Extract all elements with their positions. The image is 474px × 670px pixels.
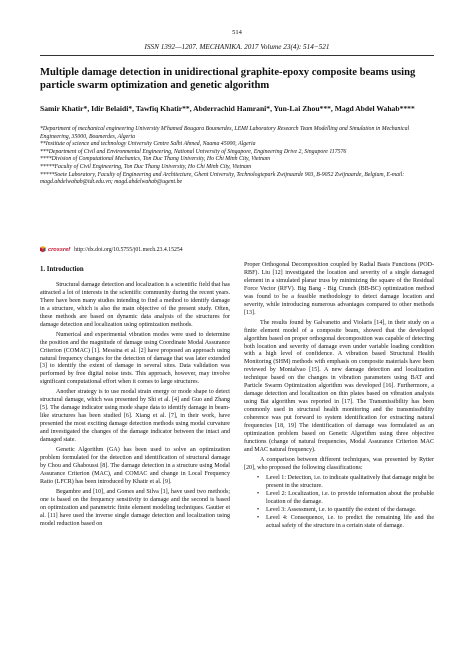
section-heading: 1. Introduction — [40, 266, 84, 273]
paper-title: Multiple damage detection in unidirectional graphite-epoxy composite beams using particle swarm optimization and genetic algorithm — [40, 67, 416, 91]
crossref-icon — [40, 246, 47, 253]
right-column — [244, 262, 434, 530]
affiliation-item: ***Department of Civil and Environmental Engineering, National University of Singapore, Engineering Drive 2, Singapore 117576 — [40, 148, 347, 155]
body-paragraph: Another strategy is to use modal strain energy or mode shape to detect structural damage, which was presented by Shi et al. [4] and Guo and Zhang [5]. The damage indicator using mode shape data to identify damage in beam-like structures has been studied [6]. Xiang et al. [7], in their work, have presented the most exciting damage detection methods using modal curvature and investigated the changes of the damage indicator between the intact and damaged state. — [40, 389, 230, 444]
body-paragraph: A comparison between different techniques, was presented by Rytter [20], who proposed the following classifications: — [244, 456, 434, 471]
body-paragraph: Proper Orthogonal Decomposition coupled by Radial Basis Functions (POD-RBF). Liu [12] investigated the location and severity of a single damaged element in a simulated planar truss by minimizing the square of the Residual Force Vector (RFV). Big Bang - Big Crunch (BB-BC) optimization method was found to be a feasible methodology to detect damage location and severity, while introducing numerous advantages compared to other methods [13]. — [244, 262, 434, 316]
list-item: • Level 1: Detection, i.e. to indicate qualitatively that damage might be present in the structure. — [266, 475, 434, 491]
list-item: • Level 3: Assessment, i.e. to quantify the extent of the damage. — [266, 507, 434, 515]
affiliation-item: **Institute of science and technology University Centre Salhi Ahmed, Naama 45000, Algeria — [40, 141, 256, 148]
classification-list — [244, 475, 434, 531]
crossref-label: crossref — [48, 246, 71, 253]
crossref-logo — [40, 246, 70, 253]
left-column — [40, 262, 230, 531]
list-item: • Level 2: Localization, i.e. to provide information about the probable location of the damage. — [266, 491, 434, 507]
affiliations — [40, 126, 434, 187]
author-list: Samir Khatir*, Idir Belaidi*, Tawfiq Khatir**, Abderrachid Hamrani*, Yun-Lai Zhou***, Magd Abdel Wahab**** — [40, 104, 415, 113]
affiliation-item: ****Division of Computational Mechanics, Ton Duc Thang University, Ho Chi Minh City, Vietnam — [40, 156, 271, 163]
doi-line — [40, 246, 434, 253]
body-paragraph: The results found by Galvanetto and Violaris [14], in their study on a finite element model of a composite beam, showed that the developed algorithm based on proper orthogonal decomposition was capable of detecting both location and severity of damage even under variable loading condition with a high level of confidence. A vibration based Structural Health Monitoring (SHM) methods with emphasis on composite materials have been reviewed by Montalvao [15]. A new damage detection and localization technique based on the changes in vibration parameters using BAT and Particle Swarm Optimization algorithm was developed [16]. Furthermore, a damage detection and localization on thin plates based on vibration analysis using Bat algorithm was reported in [17]. The Transmissibility has been commonly used in structural health monitoring and the transmissibility coherence was put forward to system identification for extracting natural frequencies [18, 19] The identification of damage was formulated as an optimization problem based on Genetic Algorithm using three objective functions (change of natural frequencies, Modal Assurance Criterion MAC and MAC natural frequency). — [244, 319, 434, 453]
doi-link[interactable]: http://dx.doi.org/10.5755/j01.mech.23.4.15254 — [74, 246, 183, 253]
body-paragraph: Begambre and [10], and Gomes and Silva [1], have used two methods; one is based on the frequency sensitivity to damage and the second is based on optimization and parametric finite element modeling techniques. Gautier et al. [11] have used the inverse single damage detection and localization using model reduction based on — [40, 488, 230, 527]
header-rule — [40, 55, 434, 56]
affiliation-item: *****Soete Laboratory, Faculty of Engineering and Architecture, Ghent University, Technologiepark Zwijnaarde 903, B-9052 Zwijnaarde, Belgium, E-mail: magd.abdelwahab@tdt.edu.vn; magd.abdelwahab@ugent.be — [40, 171, 405, 186]
body-paragraph: Structural damage detection and localization is a scientific field that has attracted a lot of interests in the scientific community during the recent years. There have been many studies intending to find a method to identify damage in a structure, which is also the main objective of the present study. Often, these methods are based on dynamic data analysis of the structures for damage detection and localization using optimization methods. — [40, 281, 230, 328]
affiliation-item: *Department of mechanical engineering University M'hamed Bougara Boumerdes, LEMI Laboratory Research Team Modelling and Simulation in Mechanical Engineering, 35000, Boumerdes, Algeria — [40, 126, 410, 140]
page-number: 514 — [232, 29, 242, 36]
journal-line: ISSN 1392—1207. MECHANIKA. 2017 Volume 23(4): 514−521 — [144, 43, 330, 51]
list-item: • Level 4: Consequence, i.e. to predict the remaining life and the actual safety of the structure in a certain state of damage. — [266, 515, 434, 531]
affiliation-item: *****Faculty of Civil Engineering, Ton Duc Thang University, Ho Chi Minh City, Vietnam — [40, 163, 252, 170]
body-paragraph: Numerical and experimental vibration modes were used to determine the position and the magnitude of damage using Coordinate Modal Assurance Criterion (COMAC) [1]. Messina et al. [2] have proposed an approach using natural frequency changes for the detection of damage that was later extended [3] to identify the extent of damage in several sites. Data validation was performed by free digital noise tests. This approach, however, may involve significant computational effort when it comes to large structures. — [40, 331, 230, 386]
body-paragraph: Genetic Algorithm (GA) has been used to solve an optimization problem formulated for the detection and identification of structural damage by Chou and Ghaboussi [8]. The damage detection in a structure using Modal Assurance Criterion (MAC), and COMAC and change in Local Frequency Ratio (LFCR) has been introduced by Khatir et al. [9]. — [40, 447, 230, 485]
